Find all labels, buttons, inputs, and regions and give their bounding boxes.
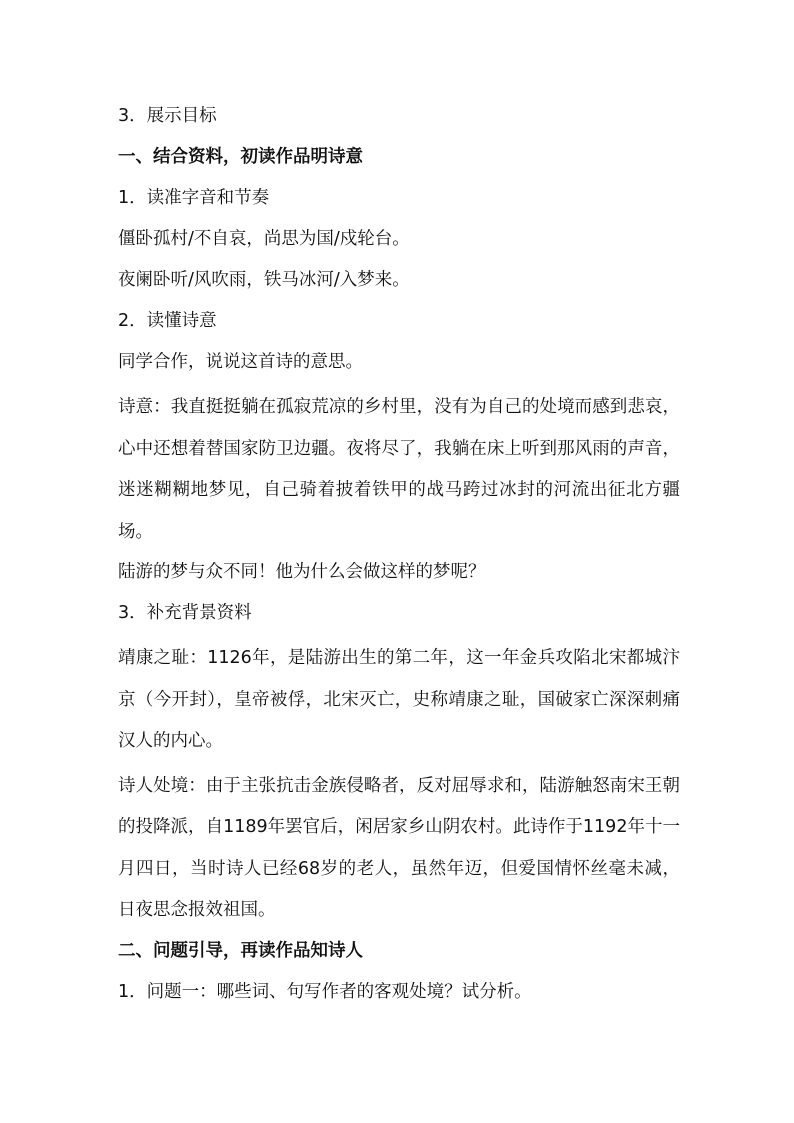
- section-heading: 3．展示目标: [118, 106, 217, 126]
- part-two-heading: 二、问题引导，再读作品知诗人: [118, 940, 363, 961]
- subheading-meaning: 2．读懂诗意: [118, 311, 217, 331]
- background-paragraph-poet: 诗人处境：由于主张抗击金族侵略者，反对屈辱求和，陆游触怒南宋王朝的投降派，自1189年罢官后，闲居家乡山阴农村。此诗作于1192年十一月四日，当时诗人已经68岁的老人，虽然年迈，但爱国情怀丝毫未减，日夜思念报效祖国。: [118, 775, 680, 920]
- instruction-text: 同学合作，说说这首诗的意思。: [118, 352, 363, 372]
- part-one-heading: 一、结合资料，初读作品明诗意: [118, 147, 363, 167]
- poem-line-1: 僵卧孤村/不自哀，尚思为国/戍轮台。: [118, 229, 410, 249]
- question-one: 1．问题一：哪些词、句写作者的客观处境？试分析。: [118, 981, 532, 1002]
- subheading-background: 3．补充背景资料: [118, 603, 252, 623]
- document-page: [118, 100, 680, 1017]
- poem-meaning-paragraph: 诗意：我直挺挺躺在孤寂荒凉的乡村里，没有为自己的处境而感到悲哀，心中还想着替国家防卫边疆。夜将尽了，我躺在床上听到那风雨的声音，迷迷糊糊地梦见，自己骑着披着铁甲的战马跨过冰封的河流出征北方疆场。: [118, 397, 680, 542]
- subheading-pronunciation: 1．读准字音和节奏: [118, 188, 270, 208]
- poem-line-2: 夜阑卧听/风吹雨，铁马冰河/入梦来。: [118, 270, 410, 290]
- background-paragraph-jingkang: 靖康之耻：1126年，是陆游出生的第二年，这一年金兵攻陷北宋都城汴京（今开封），皇帝被俘，北宋灭亡，史称靖康之耻，国破家亡深深刺痛汉人的内心。: [118, 648, 680, 751]
- question-text: 陆游的梦与众不同！他为什么会做这样的梦呢？: [118, 562, 486, 582]
